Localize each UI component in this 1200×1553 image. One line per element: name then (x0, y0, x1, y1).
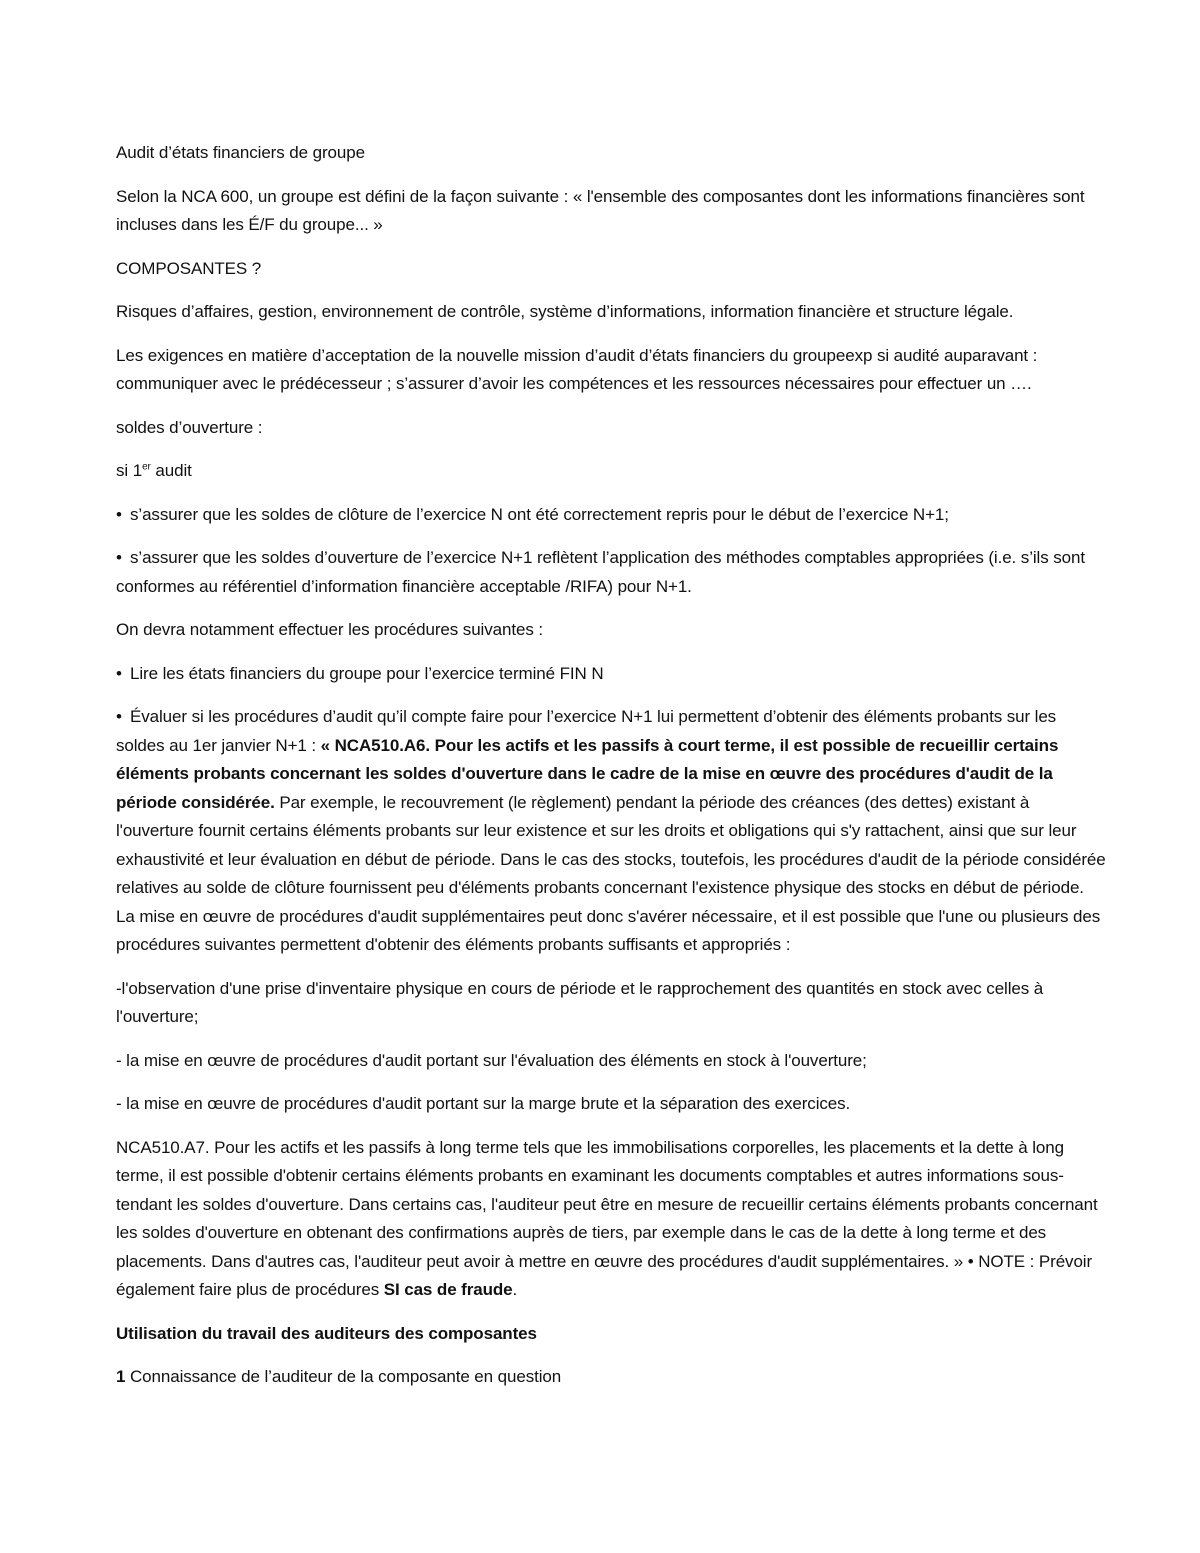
bullet-item-3 (116, 660, 1106, 689)
paragraph-nca510-a7 (116, 1134, 1106, 1305)
dash-item-2: - la mise en œuvre de procédures d'audit portant sur l'évaluation des éléments en stock à l'ouverture; (116, 1050, 867, 1070)
paragraph-premier-audit (116, 457, 1106, 486)
bullet-text-4-bold: « NCA510.A6. Pour les actifs et les passifs à court terme, il est possible de recueillir certains éléments probants concernant les soldes d'ouverture dans le cadre de la mise en œuvre des procédures d'audit de la période considérée. (116, 735, 1059, 812)
paragraph-exigences: Les exigences en matière d’acceptation de la nouvelle mission d’audit d’états financiers du groupeexp si audité auparavant : communiquer avec le prédécesseur ; s’assurer d’avoir les compétences et les ressources nécessaires pour effectuer un …. (116, 345, 1038, 393)
bullet-icon: • (116, 548, 122, 567)
premier-audit-pre: si 1 (116, 461, 143, 480)
bullet-item-2 (116, 544, 1106, 601)
premier-audit-post: audit (150, 461, 192, 480)
dash-item-3: - la mise en œuvre de procédures d'audit portant sur la marge brute et la séparation des exercices. (116, 1094, 851, 1113)
bullet-item-4 (116, 703, 1106, 960)
bullet-icon: • (116, 504, 122, 524)
nca510-a7-bold: SI cas de fraude (383, 1280, 513, 1299)
bullet-icon: • (116, 663, 122, 683)
bullet-item-1 (116, 501, 1106, 530)
paragraph-procedures: On devra notamment effectuer les procédures suivantes : (116, 620, 543, 639)
document-page (116, 139, 1106, 1407)
bullet-text-4-post: Par exemple, le recouvrement (le règlement) pendant la période des créances (des dettes) existant à l'ouverture fournit certains éléments probants sur leur existence et sur les droits et obligations qui s'y rattachent, ainsi que sur leur exhaustivité et leur évaluation en début de période. Dans le cas des stocks, toutefois, les procédures d'audit de la période considérée relatives au solde de clôture fournissent peu d'éléments probants concernant l'existence physique des stocks en début de période. La mise en œuvre de procédures d'audit supplémentaires peut donc s'avérer nécessaire, et il est possible que l'une ou plusieurs des procédures suivantes permettent d'obtenir des éléments probants suffisants et appropriés : (116, 792, 1106, 954)
paragraph-risques: Risques d’affaires, gestion, environnement de contrôle, système d’informations, information financière et structure légale. (116, 302, 1014, 321)
paragraph-composantes: COMPOSANTES ? (116, 258, 262, 278)
paragraph-soldes-ouverture: soldes d’ouverture : (116, 417, 263, 437)
nca510-a7-text: NCA510.A7. Pour les actifs et les passifs à long terme tels que les immobilisations corporelles, les placements et la dette à long terme, il est possible d'obtenir certains éléments probants en examinant les documents comptables et autres informations sous-tendant les soldes d'ouverture. Dans certains cas, l'auditeur peut être en mesure de recueillir certains éléments probants concernant les soldes d'ouverture en obtenant des confirmations auprès de tiers, par exemple dans le cas de la dette à long terme et des placements. Dans d'autres cas, l'auditeur peut avoir à mettre en œuvre des procédures d'audit supplémentaires. » • NOTE : Prévoir également faire plus de procédures (116, 1137, 1098, 1299)
paragraph-definition: Selon la NCA 600, un groupe est défini de la façon suivante : « l'ensemble des composantes dont les informations financières sont incluses dans les É/F du groupe... » (116, 186, 1085, 234)
numbered-item-1 (116, 1363, 1106, 1392)
dash-item-1: -l'observation d'une prise d'inventaire physique en cours de période et le rapprochement des quantités en stock avec celles à l'ouverture; (116, 978, 1044, 1026)
bullet-text-2: s’assurer que les soldes d’ouverture de l’exercice N+1 reflètent l’application des méthodes comptables appropriées (i.e. s’ils sont conformes au référentiel d’information financière acceptable /RIFA) pour N+1. (116, 548, 1085, 596)
bullet-text-4-pre: Évaluer si les procédures d’audit qu’il compte faire pour l’exercice N+1 lui permettent d’obtenir des éléments probants sur les soldes au 1er janvier N+1 : (116, 707, 1057, 755)
numbered-item-text: Connaissance de l’auditeur de la composante en question (125, 1367, 562, 1386)
premier-audit-sup: er (142, 461, 151, 473)
bullet-text-3: Lire les états financiers du groupe pour l’exercice terminé FIN N (130, 663, 604, 683)
bullet-icon: • (116, 707, 122, 726)
bullet-text-1: s’assurer que les soldes de clôture de l’exercice N ont été correctement repris pour le début de l’exercice N+1; (130, 504, 949, 524)
numbered-item-number: 1 (116, 1367, 126, 1386)
nca510-a7-end: . (512, 1280, 518, 1299)
document-title: Audit d’états financiers de groupe (116, 143, 365, 162)
section-heading: Utilisation du travail des auditeurs des composantes (116, 1323, 537, 1343)
